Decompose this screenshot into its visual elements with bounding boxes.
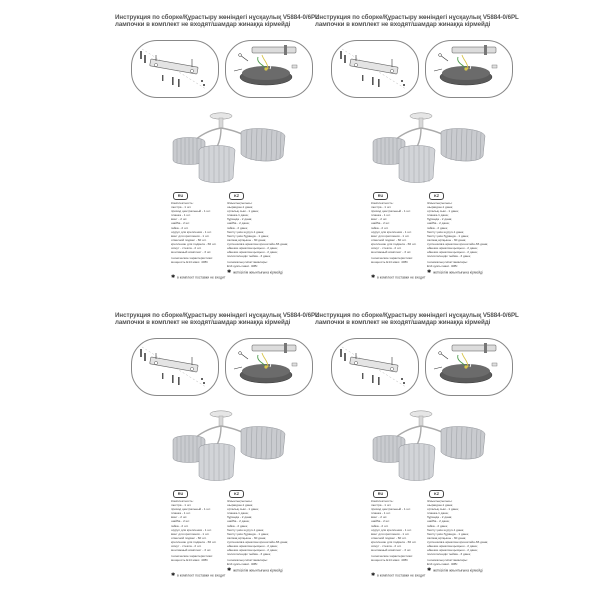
ru-contents-item: крепление для подвеса - 66 шт. [171, 539, 217, 544]
kz-contents-item: әйнекке арналған қысқыш - 2 дана; [227, 250, 278, 255]
ru-tech-line2: мощность Е14 макс. 40Вт [371, 260, 408, 265]
ru-contents-item: шуруп для крепления - 1 шт. [171, 229, 212, 234]
card-title-line2: лампочки в комплект не входят/шамдар жинаққа кірмейді [315, 21, 491, 29]
ru-contents-list [171, 499, 216, 562]
kz-contents-item: планка-1 дана; [427, 213, 449, 218]
ru-not-included-note [371, 573, 426, 578]
ru-contents-item: хомут - стекла - 2 шт. [371, 246, 402, 251]
kz-contents-item: полиэтилендік тыйма - 3 дана; [227, 552, 271, 557]
kz-contents-item: суспензияға арналған кронштейн-66 дана; [227, 539, 289, 544]
assembly-diagrams [331, 40, 511, 96]
kz-contents-item: суспензияға арналған кронштейн-66 дана; [227, 241, 289, 246]
bulb-star-icon: ✱ [227, 269, 232, 275]
kz-contents-list [227, 499, 288, 567]
kz-not-included-note [227, 568, 283, 573]
ru-not-included-note [171, 275, 226, 280]
bulb-star-icon: ✱ [227, 567, 232, 573]
ru-contents-item: шайба - 2 шт. [171, 221, 191, 226]
ru-contents-items [171, 503, 216, 552]
kz-contents-item: шырағдан-1 дана; [227, 503, 253, 508]
kz-contents-item: бекіту үшін бұранда - 1 дана; [427, 531, 469, 536]
mounting-bar-illustration [332, 339, 418, 395]
kz-contents-item: әйнекке арналған қысқыш - 2 дана; [427, 548, 478, 553]
ru-contents-items [371, 205, 416, 254]
ru-language-badge: RU [373, 192, 388, 200]
kz-contents-item: шайба - 2 дана; [227, 221, 250, 226]
kz-tech-line1: техникалық сипаттамалары: [227, 260, 268, 265]
ru-contents-item: хомут - стекла - 2 шт. [371, 544, 402, 549]
card-title [315, 14, 519, 29]
assembly-diagrams [331, 338, 511, 394]
kz-tech-line1: техникалық сипаттамалары: [227, 558, 268, 563]
kz-contents-list [427, 201, 488, 269]
canopy-illustration [226, 41, 312, 97]
ru-contents-item: винт - 2 шт. [171, 515, 188, 520]
kz-contents-item: суспензияға арналған кронштейн-66 дана; [427, 241, 489, 246]
kz-contents-item: гайка - 2 дана; [427, 523, 448, 528]
ru-contents-item: винт для крепления - 1 шт. [371, 531, 410, 536]
card-title-line2: лампочки в комплект не входят/шамдар жинаққа кірмейді [115, 319, 291, 327]
ru-contents-item: планка - 1 шт. [171, 511, 191, 516]
kz-tech-line2: Е14 қуаты макс. 40Вт [427, 264, 458, 269]
kz-contents-item: бекіту үшін шуруп-1 дана; [427, 527, 464, 532]
canopy-wiring-diagram [425, 40, 513, 98]
ru-tech-line1: технические характеристики: [171, 256, 213, 261]
mounting-bar-diagram [331, 338, 419, 396]
kz-contents-item: гайка - 2 дана; [227, 523, 248, 528]
kz-note-text: жеткізілім жиынтығына кірмейді [232, 270, 283, 275]
kz-tech-line1: техникалық сипаттамалары: [427, 260, 468, 265]
mounting-bar-diagram [131, 338, 219, 396]
ru-contents-item: гайка - 2 шт. [371, 225, 389, 230]
card-title-line1: Инструкция по сборке/Құрастыру жөніндегі нұсқаулық V5884-0/6PL [315, 14, 519, 21]
ru-contents-item: хомут - стекла - 2 шт. [171, 246, 202, 251]
chandelier-illustration [369, 106, 489, 184]
kz-not-included-note [427, 568, 483, 573]
bulb-star-icon: ✱ [371, 274, 376, 280]
kz-contents-item: бұранда - 2 дана; [427, 217, 453, 222]
kz-language-badge: KZ [229, 192, 244, 200]
chandelier-drawing [169, 106, 289, 184]
ru-contents-items [371, 503, 416, 552]
chandelier-illustration [169, 404, 289, 482]
canopy-illustration [226, 339, 312, 395]
card-title-line2: лампочки в комплект не входят/шамдар жинаққа кірмейді [115, 21, 291, 29]
ru-contents-item: провод центральный - 1 шт. [371, 209, 411, 214]
assembly-diagrams [131, 338, 311, 394]
kz-contents-heading: Жиынтықтылығы: [427, 499, 453, 503]
ru-note-text: в комплект поставки не входит [376, 573, 426, 578]
ru-tech-line2: мощность Е14 макс. 40Вт [371, 558, 408, 563]
kz-contents-item: суспензияға арналған кронштейн-66 дана; [427, 539, 489, 544]
kz-contents-items [427, 205, 488, 258]
ru-language-badge: RU [173, 192, 188, 200]
kz-contents-item: орталық сым - 1 дана; [427, 209, 459, 214]
instruction-card-3 [115, 312, 319, 590]
ru-contents-item: винт для крепления - 1 шт. [171, 531, 210, 536]
card-title-line1: Инструкция по сборке/Құрастыру жөніндегі нұсқаулық V5884-0/6PL [115, 312, 319, 319]
kz-note-text: жеткізілім жиынтығына кірмейді [232, 568, 283, 573]
ru-contents-item: крепление для подвеса - 66 шт. [171, 241, 217, 246]
kz-contents-heading: Жиынтықтылығы: [227, 499, 253, 503]
kz-contents-item: әйнекке арналған қысқыш - 2 дана; [227, 246, 278, 251]
ru-contents-item: планка - 1 шт. [371, 511, 391, 516]
ru-contents-item: отвесной подвес - 60 шт. [171, 535, 207, 540]
kz-tech-line2: Е14 қуаты макс. 40Вт [427, 562, 458, 567]
ru-not-included-note [371, 275, 426, 280]
mounting-bar-diagram [131, 40, 219, 98]
kz-contents-item: гайка - 2 дана; [227, 225, 248, 230]
ru-contents-item: винт - 2 шт. [171, 217, 188, 222]
instruction-card-1 [115, 14, 319, 292]
kz-contents-item: шырағдан-1 дана; [427, 503, 453, 508]
ru-contents-item: крепление для подвеса - 66 шт. [371, 539, 417, 544]
kz-contents-item: шайба - 2 дана; [227, 519, 250, 524]
kz-contents-item: орталық сым - 1 дана; [227, 507, 259, 512]
ru-tech-line1: технические характеристики: [371, 554, 413, 559]
kz-contents-heading: Жиынтықтылығы: [427, 201, 453, 205]
ru-contents-heading: Комплектность: [371, 499, 394, 503]
ru-contents-item: отвесной подвес - 60 шт. [171, 237, 207, 242]
card-title [115, 14, 319, 29]
kz-contents-item: гайка - 2 дана; [427, 225, 448, 230]
ru-tech-line1: технические характеристики: [171, 554, 213, 559]
assembly-diagrams [131, 40, 311, 96]
canopy-wiring-diagram [225, 338, 313, 396]
ru-note-text: в комплект поставки не входит [176, 275, 226, 280]
kz-note-text: жеткізілім жиынтығына кірмейді [432, 568, 483, 573]
ru-contents-item: шайба - 2 шт. [371, 221, 391, 226]
kz-contents-items [227, 503, 288, 556]
kz-contents-item: бұранда - 2 дана; [427, 515, 453, 520]
bulb-star-icon: ✱ [427, 269, 432, 275]
kz-contents-item: салмақ артқышы - 60 дана; [427, 535, 467, 540]
ru-contents-item: люстра - 1 шт. [371, 503, 392, 508]
kz-contents-item: бекіту үшін бұранда - 1 дана; [227, 531, 269, 536]
chandelier-drawing [169, 404, 289, 482]
ru-contents-heading: Комплектность: [371, 201, 394, 205]
kz-contents-item: әйнекке арналған қысқыш - 2 дана; [427, 250, 478, 255]
canopy-illustration [426, 339, 512, 395]
kz-contents-item: салмақ артқышы - 60 дана; [227, 535, 267, 540]
ru-contents-heading: Комплектность: [171, 499, 194, 503]
kz-contents-item: полиэтилендік тыйма - 3 дана; [427, 552, 471, 557]
card-title-line2: лампочки в комплект не входят/шамдар жинаққа кірмейді [315, 319, 491, 327]
mounting-bar-illustration [132, 41, 218, 97]
kz-language-badge: KZ [229, 490, 244, 498]
chandelier-drawing [369, 404, 489, 482]
kz-contents-item: бекіту үшін бұранда - 1 дана; [227, 233, 269, 238]
kz-contents-item: шырағдан-1 дана; [427, 205, 453, 210]
ru-contents-item: провод центральный - 1 шт. [171, 507, 211, 512]
kz-contents-item: бекіту үшін шуруп-1 дана; [427, 229, 464, 234]
instruction-card-2 [315, 14, 519, 292]
canopy-wiring-diagram [425, 338, 513, 396]
kz-tech-line2: Е14 қуаты макс. 40Вт [227, 264, 258, 269]
bulb-star-icon: ✱ [171, 274, 176, 280]
ru-contents-item: гайка - 2 шт. [171, 225, 189, 230]
chandelier-illustration [369, 404, 489, 482]
kz-contents-item: әйнекке арналған қысқыш - 2 дана; [427, 246, 478, 251]
ru-contents-item: провод центральный - 1 шт. [371, 507, 411, 512]
ru-contents-list [371, 201, 416, 264]
mounting-bar-illustration [332, 41, 418, 97]
ru-note-text: в комплект поставки не входит [376, 275, 426, 280]
kz-contents-item: шайба - 2 дана; [427, 519, 450, 524]
ru-contents-item: монтажный комплект - 3 шт. [171, 250, 212, 255]
kz-contents-item: орталық сым - 1 дана; [227, 209, 259, 214]
kz-language-badge: KZ [429, 192, 444, 200]
ru-contents-list [371, 499, 416, 562]
card-title [115, 312, 319, 327]
kz-contents-item: планка-1 дана; [227, 213, 249, 218]
ru-contents-item: шайба - 2 шт. [371, 519, 391, 524]
kz-contents-item: әйнекке арналған қысқыш - 2 дана; [227, 548, 278, 553]
ru-contents-item: монтажный комплект - 3 шт. [371, 548, 412, 553]
ru-contents-item: винт для крепления - 1 шт. [371, 233, 410, 238]
kz-note-text: жеткізілім жиынтығына кірмейді [432, 270, 483, 275]
ru-contents-item: провод центральный - 1 шт. [171, 209, 211, 214]
ru-contents-items [171, 205, 216, 254]
kz-contents-item: әйнекке арналған қысқыш - 2 дана; [427, 544, 478, 549]
ru-contents-item: винт - 2 шт. [371, 217, 388, 222]
ru-tech-line1: технические характеристики: [371, 256, 413, 261]
ru-contents-item: монтажный комплект - 3 шт. [171, 548, 212, 553]
kz-contents-item: шайба - 2 дана; [427, 221, 450, 226]
bulb-star-icon: ✱ [171, 572, 176, 578]
kz-contents-list [427, 499, 488, 567]
kz-contents-item: бұранда - 2 дана; [227, 217, 253, 222]
ru-contents-item: винт для крепления - 1 шт. [171, 233, 210, 238]
ru-contents-item: отвесной подвес - 60 шт. [371, 237, 407, 242]
card-title-line1: Инструкция по сборке/Құрастыру жөніндегі нұсқаулық V5884-0/6PL [315, 312, 519, 319]
ru-contents-item: шуруп для крепления - 1 шт. [371, 527, 412, 532]
card-title-line1: Инструкция по сборке/Құрастыру жөніндегі нұсқаулық V5884-0/6PL [115, 14, 319, 21]
ru-language-badge: RU [373, 490, 388, 498]
ru-contents-item: крепление для подвеса - 66 шт. [371, 241, 417, 246]
ru-contents-item: люстра - 1 шт. [371, 205, 392, 210]
ru-contents-item: шайба - 2 шт. [171, 519, 191, 524]
ru-language-badge: RU [173, 490, 188, 498]
kz-not-included-note [227, 270, 283, 275]
canopy-illustration [426, 41, 512, 97]
kz-contents-item: орталық сым - 1 дана; [427, 507, 459, 512]
kz-contents-item: бекіту үшін шуруп-1 дана; [227, 527, 264, 532]
kz-tech-line1: техникалық сипаттамалары: [427, 558, 468, 563]
kz-contents-items [227, 205, 288, 258]
ru-note-text: в комплект поставки не входит [176, 573, 226, 578]
kz-language-badge: KZ [429, 490, 444, 498]
instruction-card-4 [315, 312, 519, 590]
kz-contents-item: салмақ артқышы - 60 дана; [427, 237, 467, 242]
kz-not-included-note [427, 270, 483, 275]
chandelier-drawing [369, 106, 489, 184]
kz-contents-item: бекіту үшін бұранда - 1 дана; [427, 233, 469, 238]
bulb-star-icon: ✱ [427, 567, 432, 573]
ru-contents-item: монтажный комплект - 3 шт. [371, 250, 412, 255]
ru-tech-line2: мощность Е14 макс. 40Вт [171, 260, 208, 265]
ru-contents-item: гайка - 2 шт. [371, 523, 389, 528]
ru-contents-item: планка - 1 шт. [171, 213, 191, 218]
kz-contents-item: шырағдан-1 дана; [227, 205, 253, 210]
ru-contents-item: планка - 1 шт. [371, 213, 391, 218]
ru-contents-item: люстра - 1 шт. [171, 503, 192, 508]
mounting-bar-illustration [132, 339, 218, 395]
kz-contents-item: планка-1 дана; [427, 511, 449, 516]
kz-contents-item: бекіту үшін шуруп-1 дана; [227, 229, 264, 234]
kz-contents-items [427, 503, 488, 556]
ru-contents-item: шуруп для крепления - 1 шт. [371, 229, 412, 234]
ru-contents-item: хомут - стекла - 2 шт. [171, 544, 202, 549]
ru-contents-item: винт - 2 шт. [371, 515, 388, 520]
mounting-bar-diagram [331, 40, 419, 98]
kz-contents-item: бұранда - 2 дана; [227, 515, 253, 520]
kz-contents-list [227, 201, 288, 269]
kz-contents-item: планка-1 дана; [227, 511, 249, 516]
ru-contents-heading: Комплектность: [171, 201, 194, 205]
ru-contents-item: гайка - 2 шт. [171, 523, 189, 528]
ru-contents-item: шуруп для крепления - 1 шт. [171, 527, 212, 532]
ru-not-included-note [171, 573, 226, 578]
ru-contents-list [171, 201, 216, 264]
bulb-star-icon: ✱ [371, 572, 376, 578]
ru-contents-item: отвесной подвес - 60 шт. [371, 535, 407, 540]
kz-tech-line2: Е14 қуаты макс. 40Вт [227, 562, 258, 567]
ru-tech-line2: мощность Е14 макс. 40Вт [171, 558, 208, 563]
chandelier-illustration [169, 106, 289, 184]
kz-contents-item: салмақ артқышы - 60 дана; [227, 237, 267, 242]
kz-contents-item: әйнекке арналған қысқыш - 2 дана; [227, 544, 278, 549]
canopy-wiring-diagram [225, 40, 313, 98]
kz-contents-item: полиэтилендік тыйма - 3 дана; [227, 254, 271, 259]
kz-contents-heading: Жиынтықтылығы: [227, 201, 253, 205]
card-title [315, 312, 519, 327]
kz-contents-item: полиэтилендік тыйма - 3 дана; [427, 254, 471, 259]
ru-contents-item: люстра - 1 шт. [171, 205, 192, 210]
